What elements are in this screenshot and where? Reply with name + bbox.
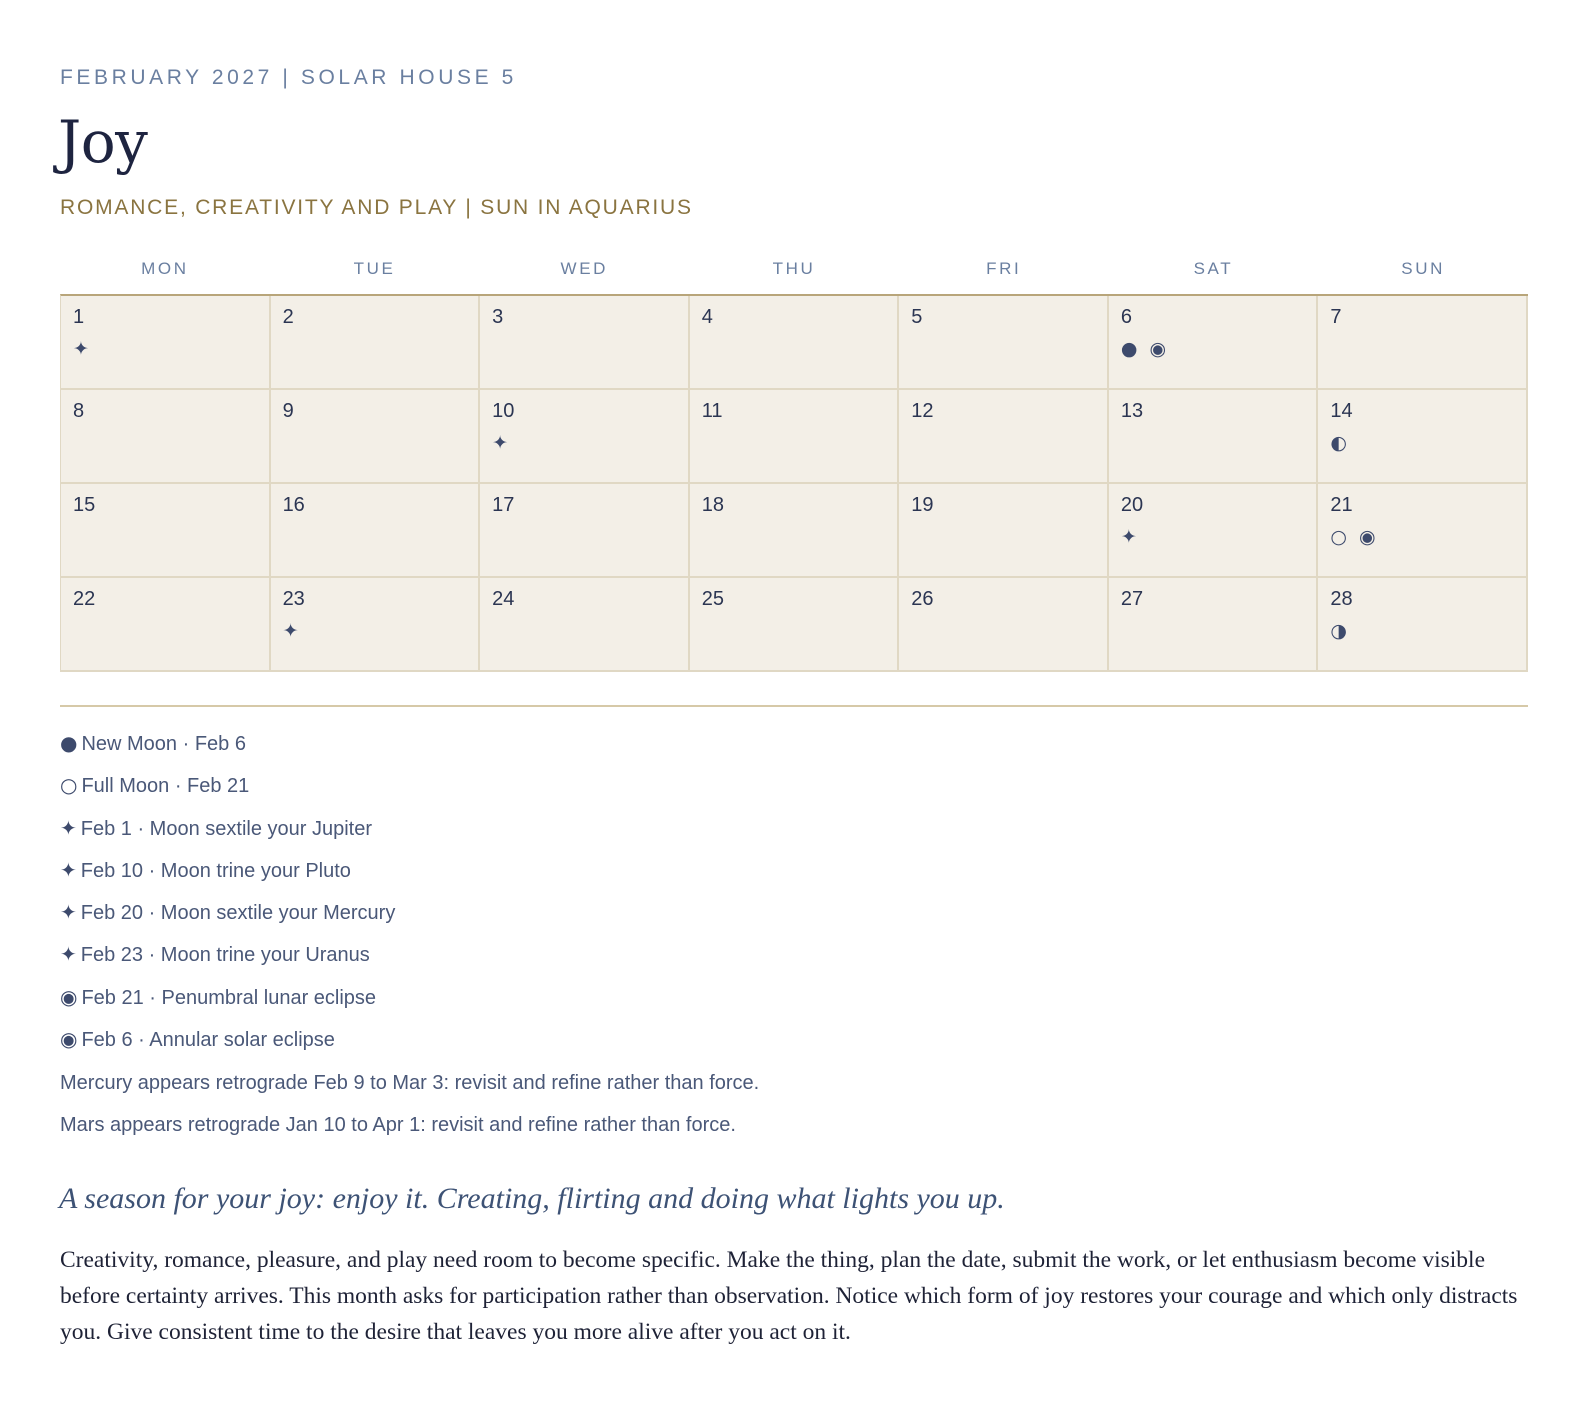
day-number: 3 xyxy=(492,306,504,328)
day-number: 21 xyxy=(1330,494,1353,516)
legend-symbol-icon: ✦ xyxy=(60,900,77,925)
legend-symbol-icon: ● xyxy=(60,731,78,755)
tagline: A season for your joy: enjoy it. Creating, flirting and doing what lights you up. xyxy=(59,1182,1005,1215)
calendar-day-cell xyxy=(899,578,1109,672)
legend-symbol-icon: ◉ xyxy=(60,984,78,1009)
legend-text: Feb 23 · Moon trine your Uranus xyxy=(80,944,370,967)
page-title: Joy xyxy=(58,108,148,176)
day-number: 24 xyxy=(492,588,515,610)
day-number: 16 xyxy=(282,494,305,516)
legend-item xyxy=(60,855,395,897)
legend-text: Feb 21 · Penumbral lunar eclipse xyxy=(81,986,377,1009)
legend-symbol-icon: ✦ xyxy=(60,815,77,840)
day-event-marks: ◐ xyxy=(1330,432,1351,454)
legend-symbol-icon: ○ xyxy=(60,773,78,798)
calendar-day-cell xyxy=(1318,296,1528,390)
calendar-day-cell xyxy=(61,390,271,484)
day-number: 7 xyxy=(1330,306,1342,328)
calendar-day-cell xyxy=(899,484,1109,578)
day-event-marks: ✦ xyxy=(282,620,302,642)
calendar-day-cell xyxy=(271,484,481,578)
legend-symbol-icon: ◉ xyxy=(60,1027,78,1052)
legend-text: New Moon · Feb 6 xyxy=(81,733,246,755)
calendar-day-cell xyxy=(480,296,690,390)
day-event-marks: ✦ xyxy=(73,338,92,360)
calendar-day-cell xyxy=(271,390,481,484)
legend-text: Feb 6 · Annular solar eclipse xyxy=(81,1029,335,1052)
day-number: 5 xyxy=(911,306,923,328)
legend-symbol-icon: ✦ xyxy=(60,942,77,967)
day-number: 15 xyxy=(73,494,96,516)
day-number: 12 xyxy=(911,400,934,422)
day-number: 18 xyxy=(701,494,724,516)
day-event-marks: ◑ xyxy=(1330,620,1351,642)
retrograde-note-mars: Mars appears retrograde Jan 10 to Apr 1: revisit and refine rather than force. xyxy=(60,1114,736,1136)
section-divider xyxy=(60,705,1528,707)
legend-text: Full Moon · Feb 21 xyxy=(81,775,250,798)
legend-text: Feb 20 · Moon sextile your Mercury xyxy=(80,902,396,925)
day-number: 11 xyxy=(701,400,723,422)
day-number: 27 xyxy=(1120,588,1144,610)
event-legend xyxy=(60,728,395,1066)
legend-text: Feb 10 · Moon trine your Pluto xyxy=(80,859,351,882)
calendar-day-cell xyxy=(1109,484,1319,578)
weekday-header-row xyxy=(60,259,1528,279)
header-kicker: FEBRUARY 2027 | SOLAR HOUSE 5 xyxy=(60,66,517,89)
weekday-label: SAT xyxy=(1193,259,1234,278)
calendar-day-cell xyxy=(480,578,690,672)
calendar-day-cell xyxy=(480,390,690,484)
day-number: 10 xyxy=(492,400,515,422)
calendar-day-cell xyxy=(690,296,900,390)
legend-item xyxy=(60,770,395,812)
day-number: 25 xyxy=(701,588,724,610)
legend-item xyxy=(60,897,395,939)
day-event-marks: ✦ xyxy=(492,432,512,454)
calendar-day-cell xyxy=(61,296,271,390)
weekday-label: WED xyxy=(560,259,609,278)
calendar-day-cell xyxy=(690,578,900,672)
calendar-day-cell xyxy=(1109,578,1319,672)
calendar-day-cell xyxy=(899,390,1109,484)
calendar-day-cell xyxy=(899,296,1109,390)
day-number: 4 xyxy=(701,306,713,328)
calendar-day-cell xyxy=(61,578,271,672)
legend-item xyxy=(60,813,395,855)
day-event-marks: ○ ◉ xyxy=(1330,526,1379,548)
calendar-day-cell xyxy=(271,578,481,672)
calendar-day-cell xyxy=(61,484,271,578)
body-paragraph: Creativity, romance, pleasure, and play need room to become specific. Make the thing, plan the date, submit the work, or let enthusiasm become visible before certainty arrives. This month asks for participation rather than observation. Notice which form of joy restores your courage and which only distracts you. Give consistent time to the desire that leaves you more alive after you act on it. xyxy=(60,1247,1518,1345)
day-number: 2 xyxy=(282,306,294,328)
day-number: 22 xyxy=(73,588,96,610)
legend-item xyxy=(60,1024,395,1066)
calendar-day-cell xyxy=(1109,296,1319,390)
day-number: 8 xyxy=(73,400,85,422)
legend-item xyxy=(60,939,395,981)
day-number: 6 xyxy=(1120,306,1132,328)
day-number: 23 xyxy=(282,588,305,610)
weekday-label: MON xyxy=(141,259,189,278)
day-number: 28 xyxy=(1330,588,1353,610)
day-event-marks: ● ◉ xyxy=(1120,338,1170,360)
calendar-day-cell xyxy=(1318,484,1528,578)
legend-symbol-icon: ✦ xyxy=(60,857,77,882)
weekday-label: THU xyxy=(772,259,816,278)
calendar-day-cell xyxy=(271,296,481,390)
weekday-label: FRI xyxy=(986,259,1022,278)
day-number: 9 xyxy=(282,400,294,422)
legend-item xyxy=(60,982,395,1024)
day-number: 17 xyxy=(492,494,515,516)
weekday-label: SUN xyxy=(1401,259,1445,278)
day-number: 14 xyxy=(1330,400,1353,422)
legend-item xyxy=(60,728,395,770)
legend-text: Feb 1 · Moon sextile your Jupiter xyxy=(80,817,373,840)
calendar-day-cell xyxy=(690,484,900,578)
day-number: 19 xyxy=(911,494,934,516)
calendar-grid xyxy=(60,294,1528,672)
calendar-day-cell xyxy=(690,390,900,484)
calendar-day-cell xyxy=(1318,390,1528,484)
day-number: 13 xyxy=(1120,400,1144,422)
calendar-day-cell xyxy=(480,484,690,578)
day-event-marks: ✦ xyxy=(1120,526,1140,548)
day-number: 1 xyxy=(73,306,85,328)
retrograde-note-mercury: Mercury appears retrograde Feb 9 to Mar 3: revisit and refine rather than force. xyxy=(60,1072,760,1094)
day-number: 20 xyxy=(1120,494,1144,516)
calendar-day-cell xyxy=(1109,390,1319,484)
day-number: 26 xyxy=(911,588,934,610)
weekday-label: TUE xyxy=(353,259,396,278)
header-subtitle: ROMANCE, CREATIVITY AND PLAY | SUN IN AQUARIUS xyxy=(60,196,693,219)
calendar-day-cell xyxy=(1318,578,1528,672)
